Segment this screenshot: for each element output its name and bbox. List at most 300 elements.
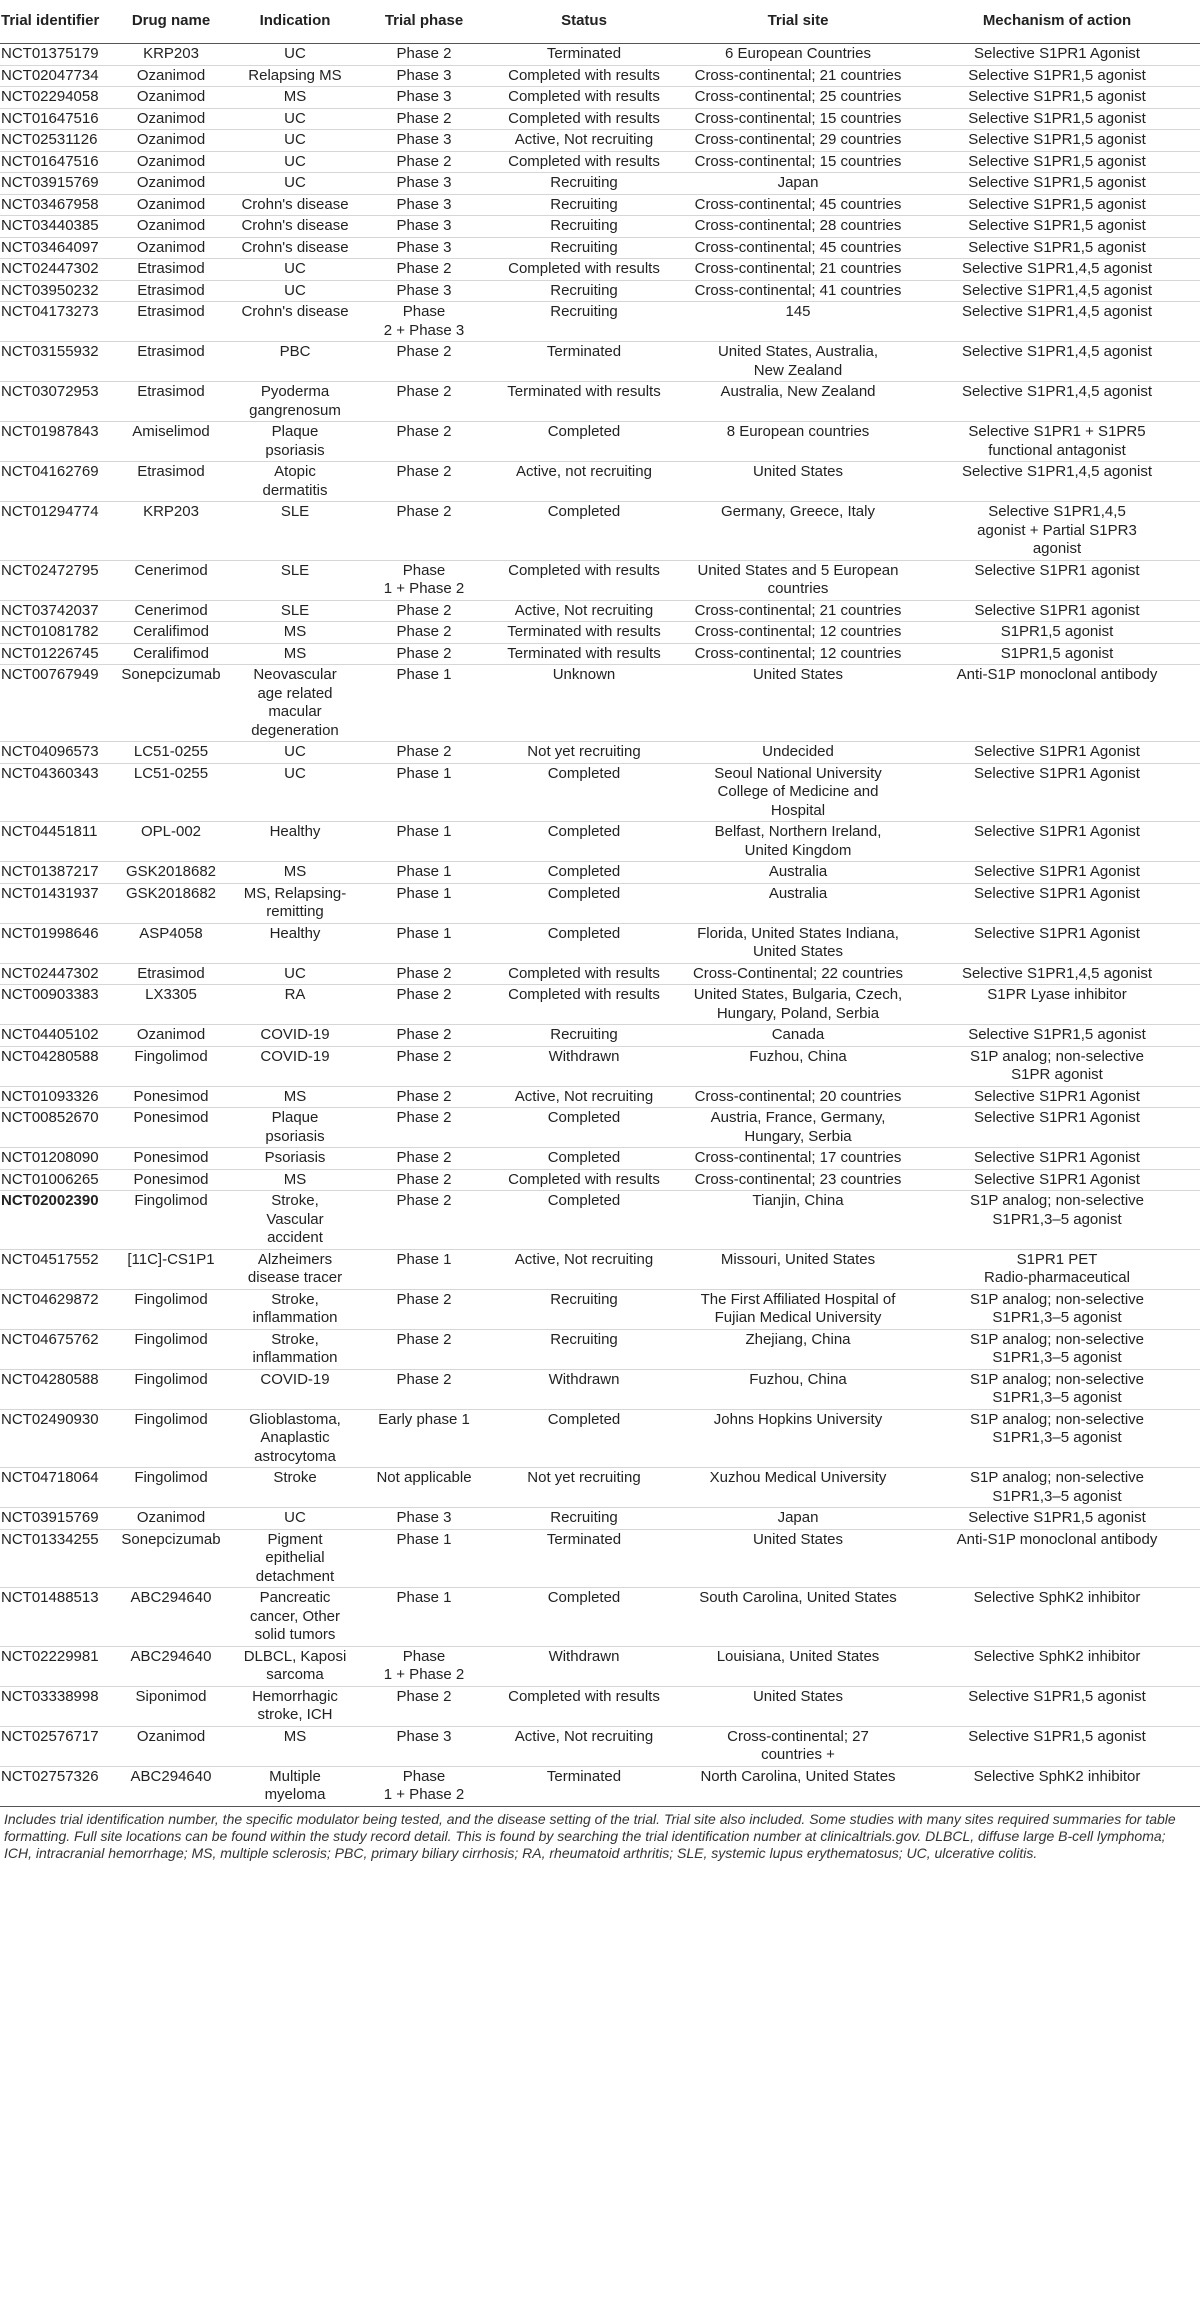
cell-trial-site: Austria, France, Germany, Hungary, Serbia <box>710 1109 886 1145</box>
cell-status: Completed with results <box>508 88 660 105</box>
cell-trial-site: Cross-continental; 29 countries <box>694 131 902 148</box>
cell-trial-phase: Phase 1 <box>396 884 452 902</box>
cell-status: Recruiting <box>550 303 618 320</box>
cell-trial-identifier: NCT01226745 <box>1 644 99 662</box>
cell-trial-phase: Phase 2 <box>396 743 452 760</box>
cell-trial-identifier: NCT03915769 <box>1 174 99 191</box>
cell-trial-identifier: NCT01006265 <box>1 1170 99 1188</box>
cell-drug-name: Siponimod <box>135 1687 207 1705</box>
cell-drug-name: Ponesimod <box>133 1170 209 1188</box>
table-row <box>0 1086 1200 1108</box>
cell-trial-site: United States, Australia, New Zealand <box>717 343 879 379</box>
cell-drug-name: Etrasimod <box>137 281 205 299</box>
cell-indication: Multiple myeloma <box>264 1767 326 1803</box>
cell-drug-name: Etrasimod <box>137 463 205 480</box>
cell-indication: Neovascular age related macular degeneration <box>251 666 339 739</box>
cell-trial-identifier: NCT04280588 <box>1 1047 99 1065</box>
cell-trial-phase: Phase 3 <box>396 1727 452 1745</box>
cell-drug-name: Ozanimod <box>136 174 206 191</box>
cell-status: Not yet recruiting <box>527 743 641 760</box>
cell-status: Completed with results <box>508 561 660 579</box>
cell-trial-phase: Phase 2 <box>396 1330 452 1348</box>
cell-trial-phase: Phase 3 <box>396 66 452 84</box>
table-row <box>0 560 1200 600</box>
cell-status: Recruiting <box>550 174 618 191</box>
cell-trial-identifier: NCT04162769 <box>1 463 99 480</box>
cell-indication: Crohn's disease <box>241 303 349 320</box>
cell-trial-site: Undecided <box>762 743 834 760</box>
cell-trial-phase: Phase 2 <box>396 1087 452 1105</box>
cell-trial-identifier: NCT00903383 <box>1 986 99 1003</box>
cell-status: Terminated <box>546 45 622 62</box>
cell-status: Completed with results <box>508 109 660 127</box>
cell-trial-site: Louisiana, United States <box>716 1647 880 1665</box>
cell-indication: MS, Relapsing- remitting <box>243 884 347 920</box>
cell-trial-identifier: NCT02447302 <box>1 260 99 277</box>
cell-drug-name: Ozanimod <box>136 152 206 170</box>
cell-trial-identifier: NCT01093326 <box>1 1087 99 1105</box>
cell-indication: UC <box>284 743 306 760</box>
cell-trial-phase: Phase 2 <box>396 1149 452 1166</box>
cell-trial-identifier: NCT03464097 <box>1 238 99 256</box>
cell-status: Completed <box>547 503 621 520</box>
cell-mechanism-of-action: Selective S1PR1 agonist <box>974 561 1140 579</box>
table-row <box>0 1108 1200 1148</box>
cell-trial-identifier: NCT01081782 <box>1 623 99 640</box>
header-status: Status <box>486 0 682 44</box>
cell-trial-phase: Phase 3 <box>396 217 452 234</box>
table-row <box>0 1191 1200 1250</box>
cell-indication: COVID-19 <box>260 1370 330 1388</box>
cell-mechanism-of-action: Selective S1PR1 Agonist <box>974 823 1140 840</box>
table-row <box>0 259 1200 281</box>
cell-mechanism-of-action: Selective SphK2 inhibitor <box>973 1767 1141 1785</box>
cell-mechanism-of-action: Selective S1PR1,5 agonist <box>968 217 1146 234</box>
table-row <box>0 963 1200 985</box>
cell-trial-site: United States <box>752 1530 844 1548</box>
cell-status: Completed with results <box>508 152 660 170</box>
cell-drug-name: GSK2018682 <box>125 884 217 902</box>
cell-trial-identifier: NCT02576717 <box>1 1727 99 1745</box>
cell-trial-phase: Phase 1 <box>396 1530 452 1548</box>
cell-trial-site: Cross-continental; 17 countries <box>694 1149 902 1166</box>
table-row <box>0 1646 1200 1686</box>
cell-status: Completed <box>547 863 621 880</box>
cell-trial-identifier: NCT02229981 <box>1 1647 99 1665</box>
cell-trial-site: South Carolina, United States <box>699 1589 897 1606</box>
cell-trial-identifier: NCT01987843 <box>1 423 99 440</box>
cell-trial-site: Cross-continental; 15 countries <box>694 109 902 127</box>
cell-status: Completed <box>547 1192 621 1209</box>
cell-mechanism-of-action: Selective S1PR1,5 agonist <box>968 1687 1146 1705</box>
cell-trial-identifier: NCT01375179 <box>1 45 99 62</box>
cell-status: Completed <box>547 1149 621 1166</box>
cell-indication: Stroke <box>273 1469 317 1486</box>
cell-trial-identifier: NCT03950232 <box>1 281 99 299</box>
cell-mechanism-of-action: Selective S1PR1 Agonist <box>974 863 1140 880</box>
header-trial-phase: Trial phase <box>362 0 486 44</box>
cell-drug-name: Ozanimod <box>136 109 206 127</box>
cell-trial-phase: Phase 3 <box>396 131 452 148</box>
cell-trial-site: Cross-continental; 21 countries <box>694 66 902 84</box>
cell-status: Completed <box>547 764 621 782</box>
cell-mechanism-of-action: Selective S1PR1 Agonist <box>974 764 1140 782</box>
cell-trial-identifier: NCT04718064 <box>1 1469 99 1486</box>
cell-trial-site: Florida, United States Indiana, United States <box>697 924 899 960</box>
cell-mechanism-of-action: S1P analog; non-selective S1PR1,3–5 agonist <box>969 1370 1144 1406</box>
cell-drug-name: Ozanimod <box>136 238 206 256</box>
cell-mechanism-of-action: Selective S1PR1 Agonist <box>974 45 1140 62</box>
cell-indication: Healthy <box>269 924 321 942</box>
cell-trial-identifier: NCT01431937 <box>1 884 99 902</box>
cell-trial-site: Xuzhou Medical University <box>709 1469 887 1486</box>
table-row <box>0 151 1200 173</box>
table-row <box>0 194 1200 216</box>
cell-trial-site: Cross-continental; 12 countries <box>694 623 902 640</box>
cell-indication: UC <box>284 45 306 62</box>
cell-indication: PBC <box>279 343 311 360</box>
cell-indication: Crohn's disease <box>241 217 349 234</box>
cell-trial-identifier: NCT03915769 <box>1 1509 99 1526</box>
table-row <box>0 1046 1200 1086</box>
cell-trial-phase: Phase 2 <box>396 601 452 619</box>
cell-trial-phase: Phase 2 <box>396 45 452 62</box>
cell-mechanism-of-action: Selective S1PR1 Agonist <box>974 1170 1140 1188</box>
cell-mechanism-of-action: S1P analog; non-selective S1PR1,3–5 agonist <box>969 1410 1144 1446</box>
table-row <box>0 1025 1200 1047</box>
cell-indication: COVID-19 <box>260 1026 330 1043</box>
cell-trial-site: Cross-continental; 21 countries <box>694 260 902 277</box>
cell-trial-phase: Phase 2 <box>396 623 452 640</box>
cell-drug-name: Cenerimod <box>134 561 208 579</box>
table-row <box>0 280 1200 302</box>
cell-indication: UC <box>284 764 306 782</box>
cell-trial-phase: Early phase 1 <box>378 1410 470 1428</box>
cell-status: Terminated <box>546 1530 622 1548</box>
cell-drug-name: OPL-002 <box>140 823 202 840</box>
cell-trial-identifier: NCT01208090 <box>1 1149 99 1166</box>
cell-status: Terminated with results <box>507 623 661 640</box>
cell-status: Completed with results <box>508 1687 660 1705</box>
cell-indication: Plaque psoriasis <box>265 423 325 459</box>
cell-trial-phase: Phase 2 <box>396 503 452 520</box>
cell-status: Completed <box>547 924 621 942</box>
cell-trial-site: Belfast, Northern Ireland, United Kingdom <box>714 823 882 859</box>
cell-indication: MS <box>283 863 307 880</box>
cell-indication: Hemorrhagic stroke, ICH <box>252 1687 338 1723</box>
cell-status: Active, Not recruiting <box>514 1727 654 1745</box>
cell-status: Active, Not recruiting <box>514 601 654 619</box>
cell-trial-site: Missouri, United States <box>720 1250 876 1268</box>
cell-trial-identifier: NCT02490930 <box>1 1410 99 1428</box>
cell-trial-site: Cross-continental; 45 countries <box>694 238 902 256</box>
cell-mechanism-of-action: S1P analog; non-selective S1PR1,3–5 agonist <box>969 1469 1144 1505</box>
cell-trial-site: 8 European countries <box>726 423 870 440</box>
cell-mechanism-of-action: Selective S1PR1,5 agonist <box>968 88 1146 105</box>
table-row <box>0 763 1200 822</box>
cell-indication: MS <box>283 1087 307 1105</box>
cell-indication: Plaque psoriasis <box>265 1109 325 1145</box>
cell-indication: COVID-19 <box>260 1047 330 1065</box>
cell-indication: UC <box>284 152 306 170</box>
cell-drug-name: Ozanimod <box>136 66 206 84</box>
cell-trial-phase: Phase 2 <box>396 109 452 127</box>
cell-drug-name: Fingolimod <box>134 1290 208 1308</box>
cell-trial-identifier: NCT04675762 <box>1 1330 99 1348</box>
cell-mechanism-of-action: S1P analog; non-selective S1PR1,3–5 agonist <box>969 1330 1144 1366</box>
cell-trial-site: 145 <box>785 303 811 320</box>
table-row <box>0 643 1200 665</box>
cell-drug-name: Cenerimod <box>134 601 208 619</box>
cell-mechanism-of-action: Selective S1PR1,5 agonist <box>968 152 1146 170</box>
cell-drug-name: Amiselimod <box>132 423 210 440</box>
table-row <box>0 130 1200 152</box>
cell-mechanism-of-action: Selective S1PR1,4,5 agonist <box>961 303 1153 320</box>
cell-indication: Glioblastoma, Anaplastic astrocytoma <box>249 1410 341 1465</box>
cell-drug-name: Ozanimod <box>136 131 206 148</box>
table-row <box>0 742 1200 764</box>
cell-drug-name: Ozanimod <box>136 1026 206 1043</box>
cell-mechanism-of-action: Selective S1PR1 Agonist <box>974 924 1140 942</box>
cell-mechanism-of-action: Selective S1PR1,5 agonist <box>968 238 1146 256</box>
cell-trial-phase: Phase 2 <box>396 1290 452 1308</box>
cell-trial-site: Japan <box>777 174 819 191</box>
cell-drug-name: Sonepcizumab <box>121 1530 221 1548</box>
cell-mechanism-of-action: S1PR1,5 agonist <box>1000 644 1114 662</box>
cell-trial-phase: Phase 2 <box>396 423 452 440</box>
cell-trial-identifier: NCT01387217 <box>1 863 99 880</box>
cell-trial-identifier: NCT02002390 <box>1 1192 99 1209</box>
cell-status: Completed <box>547 423 621 440</box>
cell-status: Completed with results <box>508 66 660 84</box>
table-row <box>0 1726 1200 1766</box>
cell-drug-name: Fingolimod <box>134 1469 208 1486</box>
cell-indication: SLE <box>280 601 310 619</box>
cell-mechanism-of-action: Selective S1PR1,5 agonist <box>968 1026 1146 1043</box>
cell-drug-name: Ozanimod <box>136 217 206 234</box>
cell-trial-phase: Phase 2 <box>396 1026 452 1043</box>
cell-indication: UC <box>284 260 306 277</box>
cell-drug-name: Sonepcizumab <box>121 666 221 683</box>
table-row <box>0 862 1200 884</box>
cell-drug-name: Ponesimod <box>133 1109 209 1126</box>
table-row <box>0 923 1200 963</box>
cell-trial-phase: Phase 2 <box>396 1170 452 1188</box>
cell-trial-identifier: NCT02757326 <box>1 1767 99 1785</box>
cell-drug-name: Ponesimod <box>133 1087 209 1105</box>
cell-trial-identifier: NCT02472795 <box>1 561 99 579</box>
cell-drug-name: Ozanimod <box>136 1509 206 1526</box>
cell-trial-site: Cross-continental; 27 countries + <box>727 1727 869 1763</box>
cell-indication: MS <box>283 1170 307 1188</box>
cell-trial-phase: Phase 1 <box>396 823 452 840</box>
cell-trial-identifier: NCT04280588 <box>1 1370 99 1388</box>
cell-drug-name: Etrasimod <box>137 343 205 360</box>
cell-status: Completed with results <box>508 1170 660 1188</box>
cell-trial-site: United States <box>752 463 844 480</box>
cell-mechanism-of-action: Selective S1PR1,4,5 agonist <box>961 463 1153 480</box>
table-row <box>0 822 1200 862</box>
table-row <box>0 342 1200 382</box>
cell-trial-phase: Phase 2 <box>396 1370 452 1388</box>
cell-trial-phase: Phase 1 + Phase 2 <box>383 1647 465 1683</box>
cell-mechanism-of-action: Selective S1PR1,5 agonist <box>968 109 1146 127</box>
cell-trial-phase: Phase 2 <box>396 644 452 662</box>
cell-trial-site: Cross-continental; 41 countries <box>694 281 902 299</box>
cell-trial-identifier: NCT01334255 <box>1 1530 99 1548</box>
cell-trial-phase: Phase 1 <box>396 924 452 942</box>
cell-drug-name: Etrasimod <box>137 383 205 400</box>
cell-trial-phase: Phase 1 <box>396 1589 452 1606</box>
cell-drug-name: Etrasimod <box>137 964 205 982</box>
table-row <box>0 600 1200 622</box>
cell-mechanism-of-action: S1PR1,5 agonist <box>1000 623 1114 640</box>
table-row <box>0 65 1200 87</box>
cell-mechanism-of-action: S1P analog; non-selective S1PR1,3–5 agonist <box>969 1192 1144 1228</box>
table-row <box>0 173 1200 195</box>
cell-trial-phase: Phase 2 <box>396 152 452 170</box>
cell-drug-name: LX3305 <box>145 986 197 1003</box>
cell-indication: Pyoderma gangrenosum <box>249 383 341 419</box>
cell-trial-site: Fuzhou, China <box>749 1370 847 1388</box>
cell-mechanism-of-action: Selective S1PR1 Agonist <box>974 1149 1140 1166</box>
cell-indication: Pigment epithelial detachment <box>255 1530 335 1585</box>
cell-mechanism-of-action: Selective S1PR1,5 agonist <box>968 131 1146 148</box>
cell-trial-phase: Not applicable <box>376 1469 472 1486</box>
cell-indication: RA <box>284 986 306 1003</box>
header-trial-identifier: Trial identifier <box>0 0 114 44</box>
table-row <box>0 1468 1200 1508</box>
cell-status: Completed with results <box>508 986 660 1003</box>
cell-indication: MS <box>283 623 307 640</box>
table-row <box>0 422 1200 462</box>
cell-trial-site: Cross-continental; 28 countries <box>694 217 902 234</box>
cell-drug-name: Fingolimod <box>134 1330 208 1348</box>
cell-trial-phase: Phase 1 + Phase 2 <box>383 561 465 597</box>
cell-trial-phase: Phase 1 <box>396 863 452 880</box>
cell-trial-identifier: NCT00852670 <box>1 1109 99 1126</box>
cell-trial-phase: Phase 1 <box>396 1250 452 1268</box>
cell-drug-name: KRP203 <box>143 503 199 520</box>
cell-trial-identifier: NCT03072953 <box>1 383 99 400</box>
cell-status: Completed <box>547 1410 621 1428</box>
cell-status: Recruiting <box>550 1509 618 1526</box>
cell-status: Recruiting <box>550 1330 618 1348</box>
cell-trial-site: Cross-continental; 21 countries <box>694 601 902 619</box>
table-row <box>0 216 1200 238</box>
cell-drug-name: Etrasimod <box>137 260 205 277</box>
cell-drug-name: ASP4058 <box>139 924 203 942</box>
cell-status: Withdrawn <box>548 1047 620 1065</box>
cell-trial-phase: Phase 3 <box>396 1509 452 1526</box>
cell-drug-name: Fingolimod <box>134 1192 208 1209</box>
cell-mechanism-of-action: Selective S1PR1,5 agonist <box>968 174 1146 191</box>
cell-mechanism-of-action: Selective S1PR1,4,5 agonist <box>961 383 1153 400</box>
table-row <box>0 1148 1200 1170</box>
cell-trial-site: Cross-continental; 20 countries <box>694 1087 902 1105</box>
cell-trial-identifier: NCT03440385 <box>1 217 99 234</box>
cell-indication: DLBCL, Kaposi sarcoma <box>243 1647 347 1683</box>
table-header <box>0 0 1200 44</box>
cell-status: Terminated with results <box>507 383 661 400</box>
cell-mechanism-of-action: Selective S1PR1 Agonist <box>974 743 1140 760</box>
cell-trial-site: Cross-Continental; 22 countries <box>692 964 904 982</box>
cell-trial-identifier: NCT00767949 <box>1 666 99 683</box>
cell-trial-site: Johns Hopkins University <box>713 1410 883 1428</box>
cell-trial-phase: Phase 2 <box>396 260 452 277</box>
cell-mechanism-of-action: Selective S1PR1,4,5 agonist <box>961 964 1153 982</box>
header-row <box>0 0 1200 44</box>
table-row <box>0 1409 1200 1468</box>
table-row <box>0 1289 1200 1329</box>
cell-trial-site: Seoul National University College of Medicine and Hospital <box>714 764 882 819</box>
cell-status: Recruiting <box>550 238 618 256</box>
cell-trial-phase: Phase 2 <box>396 1192 452 1209</box>
table-row <box>0 1588 1200 1647</box>
table-row <box>0 1686 1200 1726</box>
table-row <box>0 665 1200 742</box>
cell-drug-name: [11C]-CS1P1 <box>127 1250 215 1268</box>
table-row <box>0 1329 1200 1369</box>
cell-drug-name: Ozanimod <box>136 1727 206 1745</box>
table-row <box>0 44 1200 66</box>
cell-indication: UC <box>284 109 306 127</box>
cell-mechanism-of-action: Selective S1PR1,4,5 agonist <box>961 260 1153 277</box>
cell-drug-name: LC51-0255 <box>133 764 209 782</box>
cell-status: Completed with results <box>508 964 660 982</box>
cell-status: Terminated with results <box>507 644 661 662</box>
cell-trial-phase: Phase 3 <box>396 174 452 191</box>
cell-status: Completed <box>547 1109 621 1126</box>
cell-trial-phase: Phase 2 <box>396 463 452 480</box>
header-trial-site: Trial site <box>682 0 914 44</box>
cell-trial-phase: Phase 2 <box>396 964 452 982</box>
cell-trial-site: Cross-continental; 25 countries <box>694 88 902 105</box>
cell-trial-phase: Phase 2 + Phase 3 <box>383 303 465 339</box>
cell-mechanism-of-action: S1PR Lyase inhibitor <box>987 986 1127 1003</box>
cell-trial-phase: Phase 2 <box>396 1687 452 1705</box>
cell-indication: Stroke, inflammation <box>252 1290 338 1326</box>
cell-trial-identifier: NCT03467958 <box>1 195 99 213</box>
cell-status: Recruiting <box>550 217 618 234</box>
cell-mechanism-of-action: Anti-S1P monoclonal antibody <box>956 1530 1158 1548</box>
cell-trial-identifier: NCT04096573 <box>1 743 99 760</box>
table-row <box>0 985 1200 1025</box>
cell-trial-phase: Phase 3 <box>396 88 452 105</box>
cell-indication: Healthy <box>269 823 321 840</box>
cell-indication: UC <box>284 131 306 148</box>
cell-indication: SLE <box>280 503 310 520</box>
cell-trial-site: Cross-continental; 23 countries <box>694 1170 902 1188</box>
cell-trial-identifier: NCT04451811 <box>1 823 98 840</box>
cell-indication: MS <box>283 644 307 662</box>
table-row <box>0 1529 1200 1588</box>
cell-trial-site: Canada <box>771 1026 825 1043</box>
cell-mechanism-of-action: S1P analog; non-selective S1PR agonist <box>969 1047 1144 1083</box>
table-row <box>0 302 1200 342</box>
table-row <box>0 1508 1200 1530</box>
cell-trial-site: 6 European Countries <box>725 45 871 62</box>
cell-status: Withdrawn <box>548 1647 620 1665</box>
cell-trial-identifier: NCT04173273 <box>1 303 99 320</box>
cell-trial-site: United States, Bulgaria, Czech, Hungary, Poland, Serbia <box>693 986 903 1022</box>
cell-mechanism-of-action: S1PR1 PET Radio-pharmaceutical <box>984 1250 1130 1286</box>
cell-trial-identifier: NCT01647516 <box>1 152 99 170</box>
cell-trial-identifier: NCT03742037 <box>1 601 99 619</box>
cell-status: Active, Not recruiting <box>514 1087 654 1105</box>
cell-trial-phase: Phase 1 <box>396 764 452 782</box>
cell-mechanism-of-action: Selective S1PR1,4,5 agonist + Partial S1PR3 agonist <box>977 503 1137 557</box>
